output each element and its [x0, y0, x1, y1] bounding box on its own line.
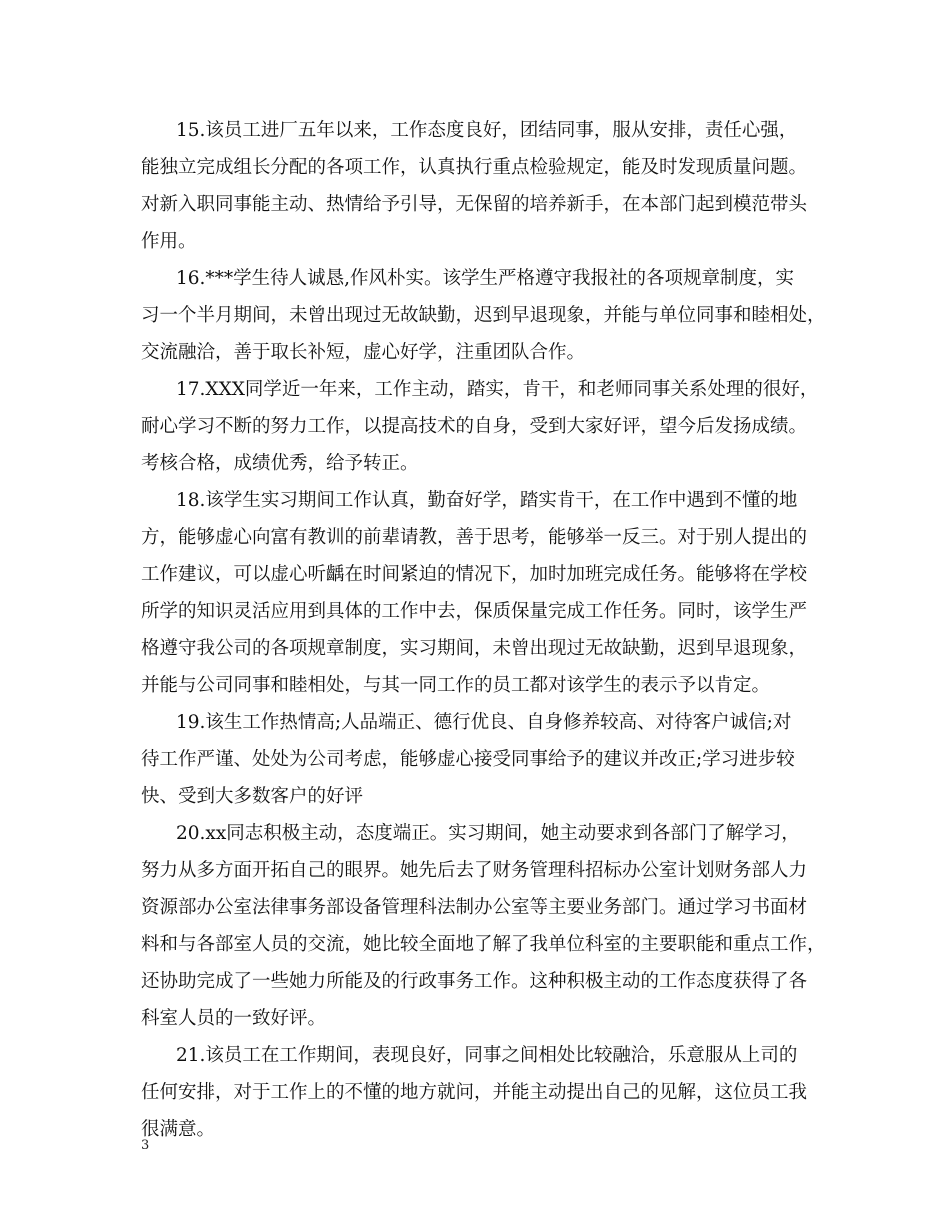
- paragraph-line: 耐心学习不断的努力工作，以提高技术的自身，受到大家好评，望今后发扬成绩。: [141, 416, 808, 437]
- paragraph-line: 19.该生工作热情高;人品端正、德行优良、自身修养较高、对待客户诚信;对: [176, 712, 792, 733]
- paragraph-line: 工作建议，可以虚心听齲在时间紧迫的情况下，加时加班完成任务。能够将在学校: [141, 564, 808, 585]
- paragraph-line: 还协助完成了一些她力所能及的行政事务工作。这种积极主动的工作态度获得了各: [141, 971, 808, 992]
- paragraph-17: [141, 371, 831, 482]
- paragraph-15: [141, 112, 831, 260]
- paragraph-line: 能独立完成组长分配的各项工作，认真执行重点检验规定，能及时发现质量问题。: [141, 157, 808, 178]
- paragraph-line: 方，能够虚心向富有教训的前辈请教，善于思考，能够举一反三。对于别人提出的: [141, 527, 808, 548]
- paragraph-line: 17.XXX同学近一年来，工作主动，踏实，肯干，和老师同事关系处理的很好，: [176, 379, 819, 400]
- paragraph-line: 科室人员的一致好评。: [141, 1008, 327, 1029]
- paragraph-line: 快、受到大多数客户的好评: [141, 786, 364, 807]
- paragraph-18: [141, 482, 831, 704]
- paragraph-line: 15.该员工进厂五年以来，工作态度良好，团结同事，服从安排，责任心强，: [176, 120, 798, 141]
- paragraph-line: 很满意。: [141, 1119, 216, 1140]
- paragraph-line: 待工作严谨、处处为公司考虑，能够虚心接受同事给予的建议并改正;学习进步较: [141, 749, 795, 770]
- paragraph-line: 18.该学生实习期间工作认真，勤奋好学，踏实肯干，在工作中遇到不懂的地: [176, 490, 798, 511]
- paragraph-line: 资源部办公室法律事务部设备管理科法制办公室等主要业务部门。通过学习书面材: [141, 897, 808, 918]
- page-number: 3: [141, 1138, 150, 1153]
- paragraph-19: [141, 704, 831, 815]
- paragraph-21: [141, 1037, 831, 1148]
- paragraph-line: 20.xx同志积极主动，态度端正。实习期间，她主动要求到各部门了解学习，: [176, 823, 800, 844]
- paragraph-16: [141, 260, 831, 371]
- paragraph-20: [141, 815, 831, 1037]
- paragraph-line: 料和与各部室人员的交流，她比较全面地了解了我单位科室的主要职能和重点工作，: [141, 934, 826, 955]
- paragraph-line: 考核合格，成绩优秀，给予转正。: [141, 453, 419, 474]
- paragraph-line: 16.***学生待人诚恳,作风朴实。该学生严格遵守我报社的各项规章制度，实: [176, 268, 795, 289]
- paragraph-line: 格遵守我公司的各项规章制度，实习期间，未曾出现过无故缺勤，迟到早退现象，: [141, 638, 808, 659]
- paragraph-line: 所学的知识灵活应用到具体的工作中去，保质保量完成工作任务。同时，该学生严: [141, 601, 808, 622]
- document-body: [141, 112, 831, 1148]
- paragraph-line: 习一个半月期间，未曾出现过无故缺勤，迟到早退现象，并能与单位同事和睦相处，: [141, 305, 826, 326]
- paragraph-line: 对新入职同事能主动、热情给予引导，无保留的培养新手，在本部门起到模范带头: [141, 194, 808, 215]
- paragraph-line: 作用。: [141, 231, 197, 252]
- paragraph-line: 交流融洽，善于取长补短，虚心好学，注重团队合作。: [141, 342, 586, 363]
- paragraph-line: 并能与公司同事和睦相处，与其一同工作的员工都对该学生的表示予以肯定。: [141, 675, 771, 696]
- paragraph-line: 努力从多方面开拓自己的眼界。她先后去了财务管理科招标办公室计划财务部人力: [141, 860, 808, 881]
- paragraph-line: 任何安排，对于工作上的不懂的地方就问，并能主动提出自己的见解，这位员工我: [141, 1082, 808, 1103]
- paragraph-line: 21.该员工在工作期间，表现良好，同事之间相处比较融洽，乐意服从上司的: [176, 1045, 798, 1066]
